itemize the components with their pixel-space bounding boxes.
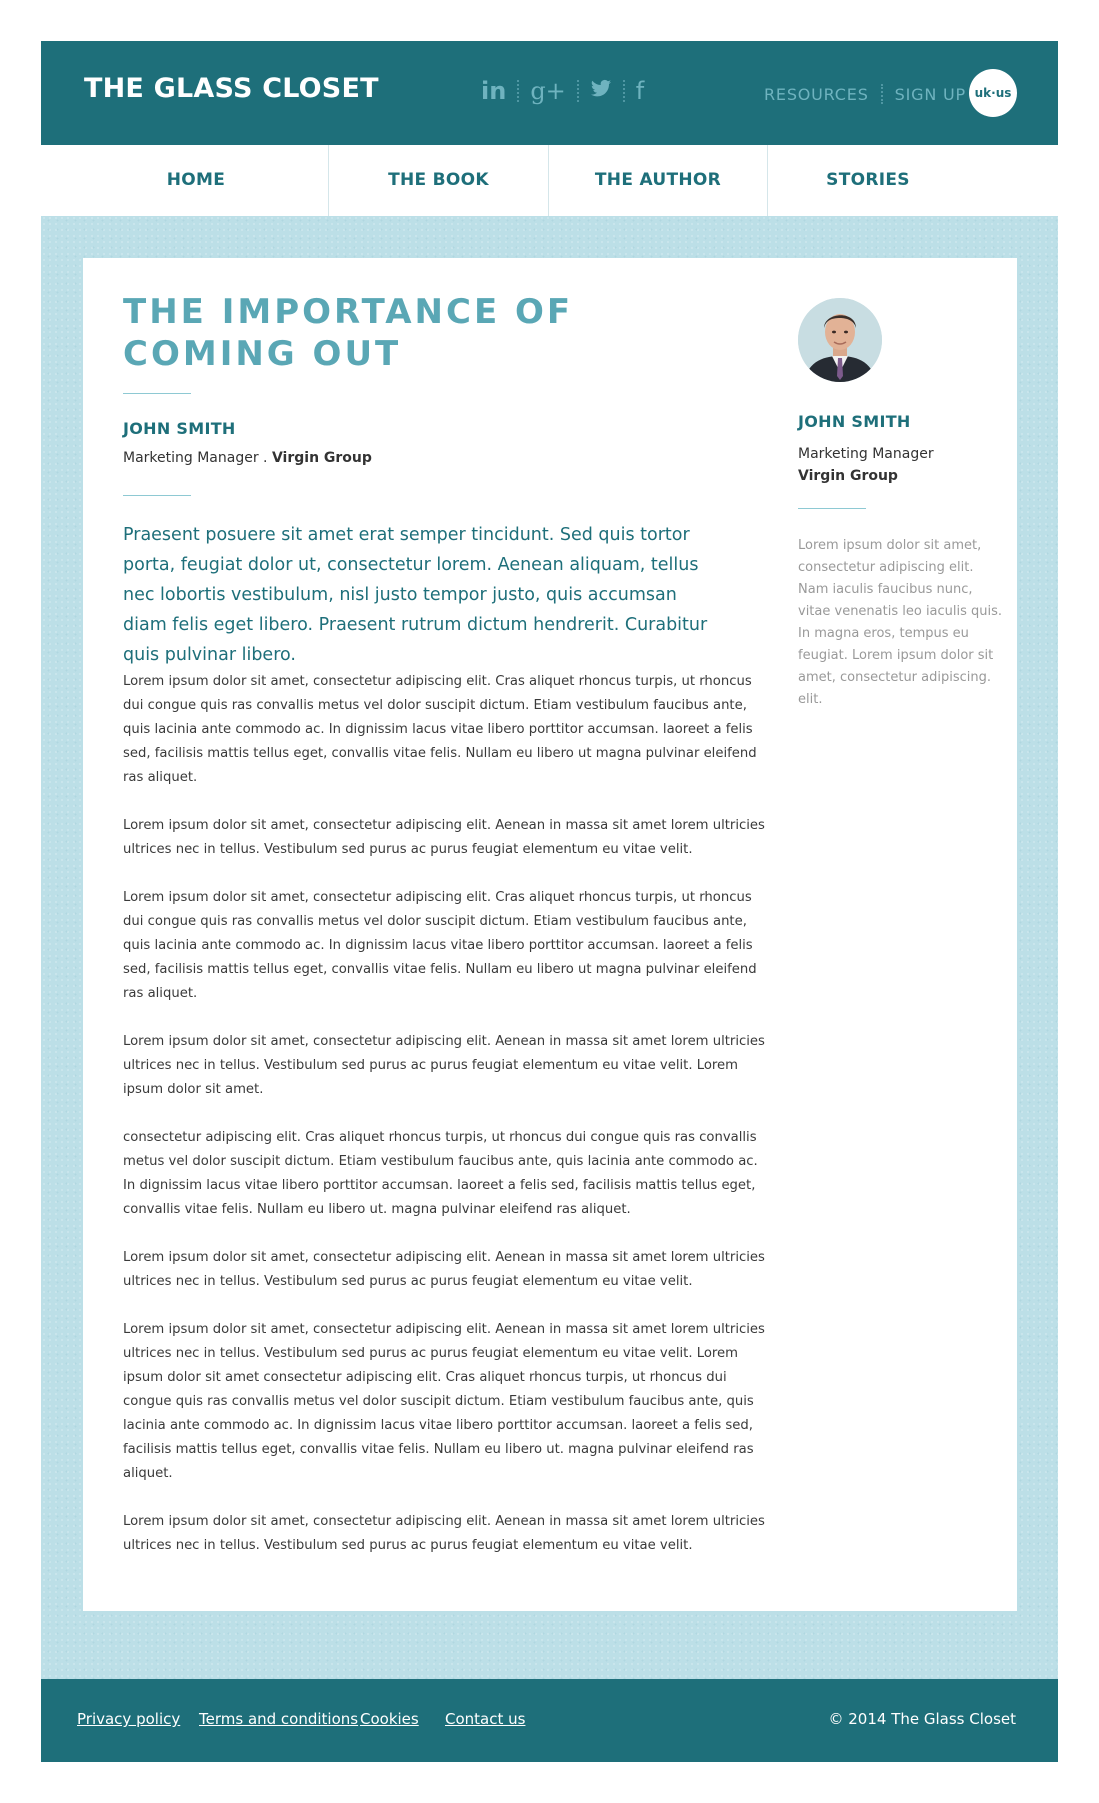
nav-the-author[interactable]: THE AUTHOR	[594, 170, 722, 190]
article-paragraph: Lorem ipsum dolor sit amet, consectetur adipiscing elit. Aenean in massa sit amet lorem ultricies ultrices nec in tellus. Vestibulum sed purus ac purus feugiat elementum eu vitae velit.	[123, 1250, 765, 1289]
article-paragraph: Lorem ipsum dolor sit amet, consectetur adipiscing elit. Cras aliquet rhoncus turpis, ut rhoncus dui congue quis ras convallis metus vel dolor suscipit dictum. Etiam vestibulum faucibus ante, quis lacinia ante commodo ac. In dignissim lacus vitae libero porttitor accumsan. laoreet a felis sed, facilisis mattis tellus eget, convallis vitae felis. Nullam eu libero ut magna pulvinar eleifend ras aliquet.	[123, 890, 757, 1001]
article-paragraph: Lorem ipsum dolor sit amet, consectetur adipiscing elit. Aenean in massa sit amet lorem ultricies ultrices nec in tellus. Vestibulum sed purus ac purus feugiat elementum eu vitae velit.	[123, 818, 765, 857]
privacy-policy-link[interactable]: Privacy policy	[77, 1710, 181, 1728]
sidebar-divider	[798, 508, 866, 509]
author-company: Virgin Group	[271, 450, 372, 466]
nav-stories[interactable]: STORIES	[826, 170, 910, 190]
article-title-line: THE IMPORTANCE OF	[123, 292, 574, 332]
copyright-text: © 2014 The Glass Closet	[828, 1710, 1016, 1728]
nav-the-book[interactable]: THE BOOK	[388, 170, 489, 190]
article-title-line: COMING OUT	[123, 334, 402, 374]
author-divider	[123, 495, 191, 496]
site-header	[41, 41, 1058, 145]
site-footer	[41, 1679, 1058, 1762]
article-card	[83, 258, 1017, 1611]
sidebar-author-role	[798, 443, 934, 487]
article-lead: Praesent posuere sit amet erat semper tincidunt. Sed quis tortor porta, feugiat dolor ut, consectetur lorem. Aenean aliquam, tellus nec lobortis vestibulum, nisl justo tempor justo, quis accumsan diam felis eget libero. Praesent rutrum dictum hendrerit. Curabitur quis pulvinar libero.	[123, 525, 708, 665]
article-paragraph: Lorem ipsum dolor sit amet, consectetur adipiscing elit. Aenean in massa sit amet lorem ultricies ultrices nec in tellus. Vestibulum sed purus ac purus feugiat elementum eu vitae velit. Lorem ipsum dolor sit amet consectetur adipiscing elit. Cras aliquet rhoncus turpis, ut rhoncus dui congue quis ras convallis metus vel dolor suscipit dictum. Etiam vestibulum faucibus ante, quis lacinia ante commodo ac. In dignissim lacus vitae libero porttitor accumsan. laoreet a felis sed, facilisis mattis tellus eget, convallis vitae felis. Nullam eu libero ut. magna pulvinar eleifend ras aliquet.	[123, 1322, 765, 1481]
article-title	[123, 291, 603, 375]
author-role	[123, 450, 372, 466]
linkedin-icon[interactable]: in	[481, 77, 507, 105]
contact-us-link[interactable]: Contact us	[445, 1710, 526, 1728]
main-nav	[41, 145, 1058, 216]
article-body	[123, 670, 773, 1582]
sidebar-author-company: Virgin Group	[798, 468, 898, 484]
account-divider	[881, 84, 883, 104]
sign-up-link[interactable]: SIGN UP	[894, 84, 966, 104]
facebook-icon[interactable]: f	[635, 77, 645, 105]
author-avatar[interactable]	[798, 298, 882, 382]
account-links	[764, 79, 966, 109]
google-plus-icon[interactable]: g+	[530, 77, 566, 105]
twitter-icon[interactable]	[590, 71, 612, 111]
social-divider	[577, 80, 579, 102]
author-name[interactable]: JOHN SMITH	[123, 419, 236, 438]
article-paragraph: Lorem ipsum dolor sit amet, consectetur adipiscing elit. Aenean in massa sit amet lorem ultricies ultrices nec in tellus. Vestibulum sed purus ac purus feugiat elementum eu vitae velit. Lorem ipsum dolor sit amet.	[123, 1034, 765, 1097]
author-title: Marketing Manager .	[123, 450, 272, 466]
site-logo[interactable]: THE GLASS CLOSET	[84, 73, 379, 104]
social-links	[481, 71, 644, 111]
resources-link[interactable]: RESOURCES	[764, 84, 869, 104]
title-divider	[123, 393, 191, 394]
page-background	[41, 41, 1058, 1762]
locale-switch[interactable]: uk·us	[969, 69, 1017, 117]
cookies-link[interactable]: Cookies	[360, 1710, 419, 1728]
sidebar-author-name[interactable]: JOHN SMITH	[798, 412, 911, 431]
nav-home[interactable]: HOME	[166, 170, 226, 190]
social-divider	[517, 80, 519, 102]
article-paragraph: Lorem ipsum dolor sit amet, consectetur adipiscing elit. Cras aliquet rhoncus turpis, ut rhoncus dui congue quis ras convallis metus vel dolor suscipit dictum. Etiam vestibulum faucibus ante, quis lacinia ante commodo ac. In dignissim lacus vitae libero porttitor accumsan. laoreet a felis sed, facilisis mattis tellus eget, convallis vitae felis. Nullam eu libero ut magna pulvinar eleifend ras aliquet.	[123, 674, 757, 785]
sidebar-bio: Lorem ipsum dolor sit amet, consectetur adipiscing elit. Nam iaculis faucibus nunc, vitae venenatis leo iaculis quis. In magna eros, tempus eu feugiat. Lorem ipsum dolor sit amet, consectetur adipiscing. elit.	[798, 538, 1003, 707]
article-paragraph: consectetur adipiscing elit. Cras aliquet rhoncus turpis, ut rhoncus dui congue quis ras convallis metus vel dolor suscipit dictum. Etiam vestibulum faucibus ante, quis lacinia ante commodo ac. In dignissim lacus vitae libero porttitor accumsan. laoreet a felis sed, facilisis mattis tellus eget, convallis vitae felis. Nullam eu libero ut. magna pulvinar eleifend ras aliquet.	[123, 1130, 758, 1217]
sidebar-author-title: Marketing Manager	[798, 446, 934, 462]
article-paragraph: Lorem ipsum dolor sit amet, consectetur adipiscing elit. Aenean in massa sit amet lorem ultricies ultrices nec in tellus. Vestibulum sed purus ac purus feugiat elementum eu vitae velit.	[123, 1514, 765, 1553]
terms-link[interactable]: Terms and conditions	[199, 1710, 359, 1728]
social-divider	[623, 80, 625, 102]
